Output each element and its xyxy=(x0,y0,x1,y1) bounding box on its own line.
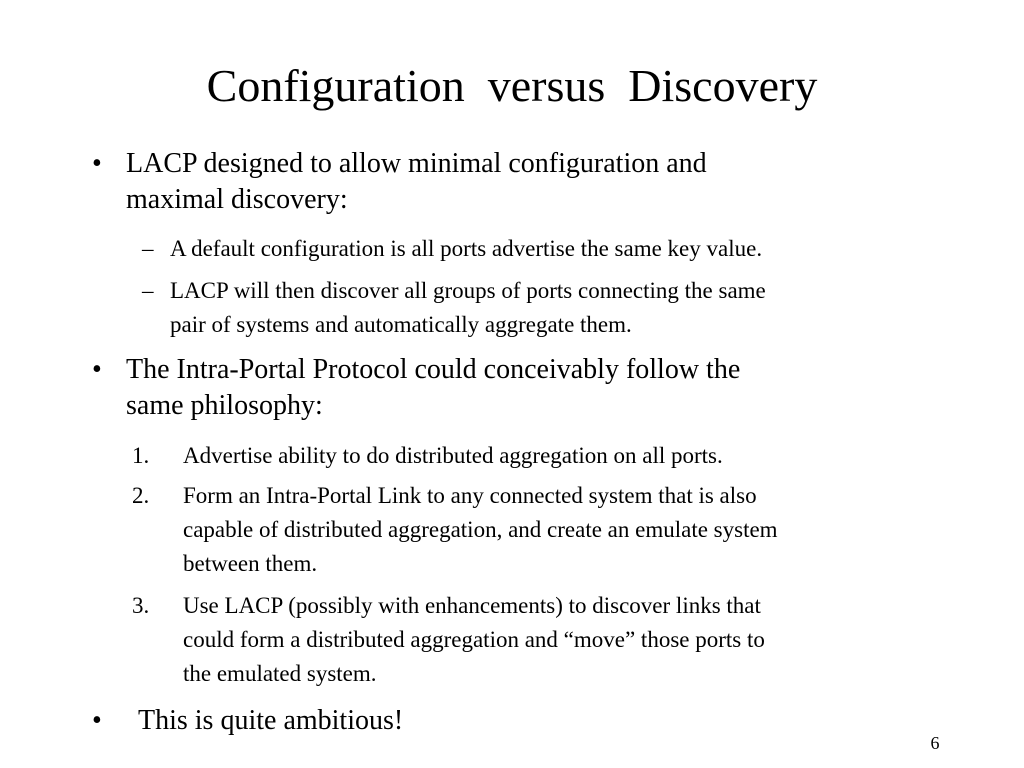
bullet-text xyxy=(126,352,886,424)
slide-title: Configuration versus Discovery xyxy=(206,60,818,111)
bullet-text xyxy=(126,146,886,218)
numbered-line: could form a distributed aggregation and “move” those ports to xyxy=(183,627,765,652)
bullet-text: This is quite ambitious! xyxy=(138,705,404,736)
numbered-line: Use LACP (possibly with enhancements) to discover links that xyxy=(183,593,761,618)
dash-mark: – xyxy=(142,236,154,261)
sub-bullet-text xyxy=(170,232,930,266)
number-mark: 2. xyxy=(132,483,150,508)
number-mark: 3. xyxy=(132,593,150,618)
numbered-text xyxy=(183,479,943,581)
numbered-line: the emulated system. xyxy=(183,661,377,686)
numbered-line: Form an Intra-Portal Link to any connected system that is also xyxy=(183,483,757,508)
bullet-line: same philosophy: xyxy=(126,390,323,421)
bullet-line: The Intra-Portal Protocol could conceivably follow the xyxy=(126,354,741,385)
bullet-mark: • xyxy=(92,354,102,385)
number-mark: 1. xyxy=(132,443,150,468)
bullet-mark: • xyxy=(92,705,102,736)
numbered-line: between them. xyxy=(183,551,318,576)
sub-bullet-line: LACP will then discover all groups of ports connecting the same xyxy=(170,278,766,303)
bullet-line: LACP designed to allow minimal configuration and xyxy=(126,148,707,179)
dash-mark: – xyxy=(142,278,154,303)
sub-bullet-text xyxy=(170,274,930,342)
bullet-mark: • xyxy=(92,148,102,179)
page-number: 6 xyxy=(930,733,940,753)
sub-bullet-line: A default configuration is all ports advertise the same key value. xyxy=(170,236,763,261)
numbered-text xyxy=(183,589,943,691)
bullet-line: maximal discovery: xyxy=(126,184,348,215)
numbered-line: Advertise ability to do distributed aggregation on all ports. xyxy=(183,443,723,468)
numbered-text xyxy=(183,439,943,473)
sub-bullet-line: pair of systems and automatically aggregate them. xyxy=(170,312,632,337)
numbered-line: capable of distributed aggregation, and create an emulate system xyxy=(183,517,778,542)
